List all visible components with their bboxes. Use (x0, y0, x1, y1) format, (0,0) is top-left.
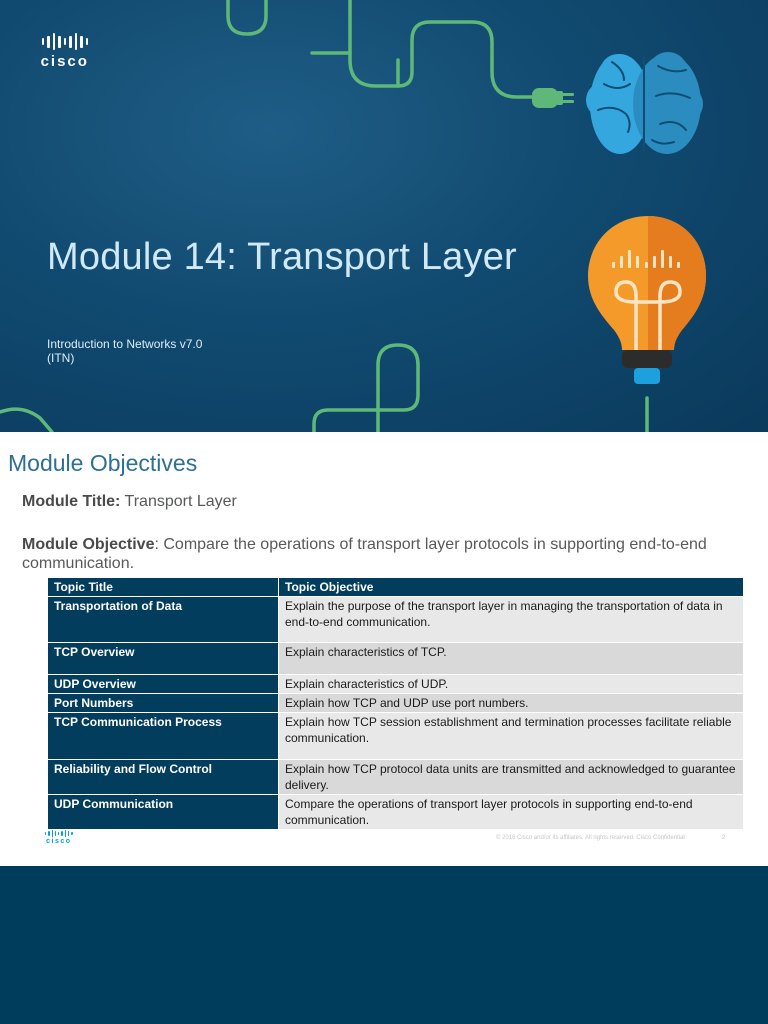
cisco-wordmark: cisco (46, 838, 72, 845)
copyright-footer: © 2016 Cisco and/or its affiliates. All rights reserved. Cisco Confidential (496, 835, 685, 841)
table-row (48, 643, 744, 675)
table-row (48, 795, 744, 830)
table-row (48, 694, 744, 713)
footer-cisco-logo (44, 830, 74, 845)
table-row (48, 597, 744, 643)
subtitle-abbrev: (ITN) (47, 351, 75, 365)
slide-title: Module 14: Transport Layer (47, 236, 517, 278)
topic-title-cell: TCP Overview (48, 643, 279, 675)
table-header-row (48, 578, 744, 597)
plug-icon (532, 88, 574, 108)
topics-table (47, 577, 744, 830)
table-row (48, 713, 744, 760)
topic-objective-cell: Explain characteristics of UDP. (279, 675, 744, 694)
module-objective-line (22, 535, 737, 573)
subtitle-course: Introduction to Networks v7.0 (47, 337, 203, 351)
topic-title-cell: Port Numbers (48, 694, 279, 713)
table-row (48, 760, 744, 795)
topic-title-cell: UDP Communication (48, 795, 279, 830)
topic-objective-cell: Explain characteristics of TCP. (279, 643, 744, 675)
circuit-lines-icon (0, 0, 647, 432)
module-objective-label: Module Objective (22, 536, 155, 553)
table-row (48, 675, 744, 694)
title-slide (0, 0, 768, 432)
cisco-bars-icon (44, 830, 74, 837)
topic-objective-cell: Explain how TCP session establishment and termination processes facilitate reliable communication. (279, 713, 744, 760)
topic-title-cell: UDP Overview (48, 675, 279, 694)
module-title-label: Module Title: (22, 493, 121, 510)
slide-subtitle (47, 337, 202, 365)
lightbulb-icon (588, 216, 706, 384)
brain-icon (586, 52, 703, 154)
topic-objective-cell: Explain how TCP protocol data units are transmitted and acknowledged to guarantee delivery. (279, 760, 744, 795)
cisco-logo (40, 33, 90, 70)
module-title-line (22, 493, 237, 511)
objectives-slide (0, 432, 768, 866)
decorative-artwork (0, 0, 768, 432)
topic-objective-cell: Explain the purpose of the transport layer in managing the transportation of data in end-to-end communication. (279, 597, 744, 643)
header-topic-objective: Topic Objective (279, 578, 744, 597)
header-topic-title: Topic Title (48, 578, 279, 597)
page-number: 2 (722, 835, 726, 841)
cisco-bars-icon (40, 33, 90, 50)
objectives-heading: Module Objectives (8, 450, 198, 476)
topic-title-cell: Transportation of Data (48, 597, 279, 643)
topic-title-cell: Reliability and Flow Control (48, 760, 279, 795)
cisco-wordmark: cisco (40, 53, 89, 70)
topic-objective-cell: Explain how TCP and UDP use port numbers. (279, 694, 744, 713)
module-title-value: Transport Layer (120, 493, 237, 510)
topic-title-cell: TCP Communication Process (48, 713, 279, 760)
topic-objective-cell: Compare the operations of transport layer protocols in supporting end-to-end communication. (279, 795, 744, 830)
module-objective-value: : Compare the operations of transport layer protocols in supporting end-to-end communication. (22, 536, 707, 572)
